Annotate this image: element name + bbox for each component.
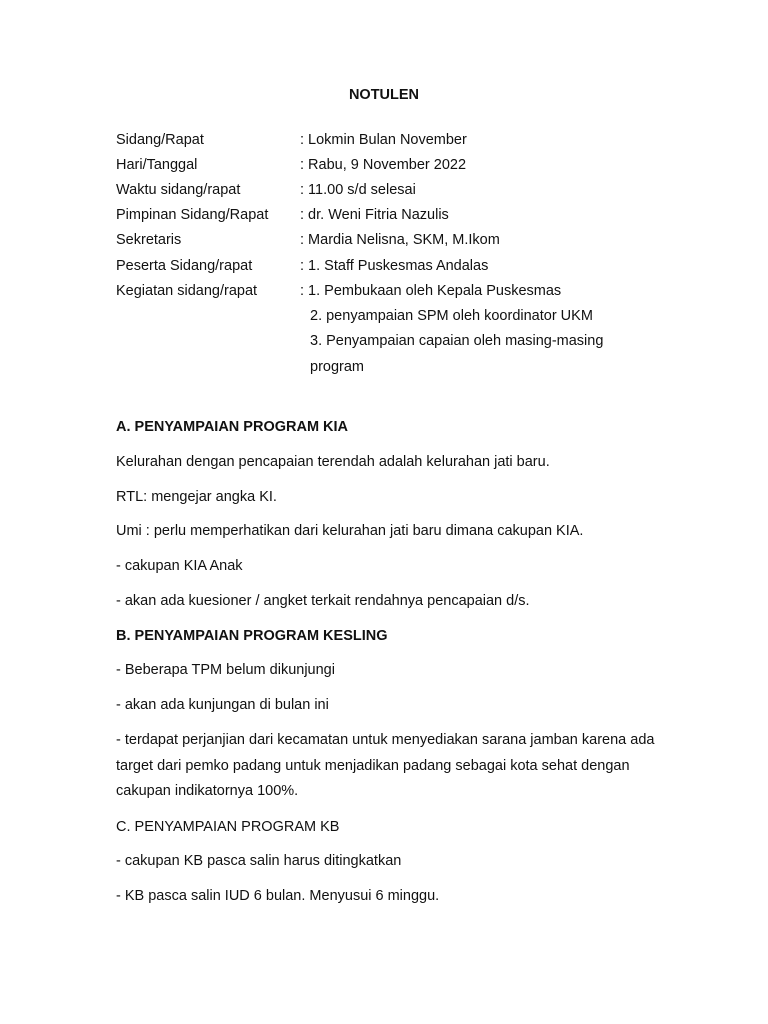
meta-row-sekretaris: [116, 230, 676, 250]
meta-label: Hari/Tanggal: [116, 157, 198, 173]
section-heading-kesling: B. PENYAMPAIAN PROGRAM KESLING: [116, 628, 388, 644]
meta-label: Kegiatan sidang/rapat: [116, 283, 258, 299]
meta-value: : 1. Staff Puskesmas Andalas: [300, 258, 489, 274]
meta-value: : Mardia Nelisna, SKM, M.Ikom: [300, 232, 500, 248]
meta-row-waktu: [116, 180, 676, 200]
meta-value: : Lokmin Bulan November: [300, 132, 467, 148]
document-title: NOTULEN: [348, 87, 420, 103]
meta-row-kegiatan: [116, 281, 676, 301]
meta-value: : dr. Weni Fitria Nazulis: [300, 207, 449, 223]
meta-value: : Rabu, 9 November 2022: [300, 157, 467, 173]
section-heading-kia: A. PENYAMPAIAN PROGRAM KIA: [116, 419, 349, 435]
meta-row-pimpinan: [116, 205, 676, 225]
paragraph: RTL: mengejar angka KI.: [116, 489, 277, 505]
paragraph: - Beberapa TPM belum dikunjungi: [116, 662, 335, 678]
meta-label: Pimpinan Sidang/Rapat: [116, 207, 269, 223]
meta-row-tanggal: [116, 155, 676, 175]
paragraph: - akan ada kuesioner / angket terkait rendahnya pencapaian d/s.: [116, 593, 530, 609]
meta-row-sidang: [116, 130, 676, 150]
paragraph: Umi : perlu memperhatikan dari kelurahan jati baru dimana cakupan KIA.: [116, 523, 584, 539]
meta-row-peserta: [116, 256, 676, 276]
paragraph: - cakupan KIA Anak: [116, 558, 243, 574]
kegiatan-item: 3. Penyampaian capaian oleh masing-masing: [310, 333, 604, 349]
meta-value: : 1. Pembukaan oleh Kepala Puskesmas: [300, 283, 562, 299]
meta-value: : 11.00 s/d selesai: [300, 182, 416, 198]
paragraph: - KB pasca salin IUD 6 bulan. Menyusui 6 minggu.: [116, 888, 440, 904]
paragraph: - akan ada kunjungan di bulan ini: [116, 697, 329, 713]
kegiatan-item: 2. penyampaian SPM oleh koordinator UKM: [310, 308, 593, 324]
paragraph: - cakupan KB pasca salin harus ditingkatkan: [116, 853, 402, 869]
paragraph: - terdapat perjanjian dari kecamatan untuk menyediakan sarana jamban karena ada target dari pemko padang untuk menjadikan padang sebagai kota sehat dengan cakupan indikatornya 100%.: [116, 732, 655, 799]
meta-label: Sekretaris: [116, 232, 182, 248]
meta-label: Sidang/Rapat: [116, 132, 204, 148]
paragraph: Kelurahan dengan pencapaian terendah adalah kelurahan jati baru.: [116, 454, 550, 470]
meta-label: Waktu sidang/rapat: [116, 182, 241, 198]
section-heading-kb: C. PENYAMPAIAN PROGRAM KB: [116, 819, 340, 835]
meta-label: Peserta Sidang/rapat: [116, 258, 253, 274]
kegiatan-item: program: [310, 359, 364, 375]
